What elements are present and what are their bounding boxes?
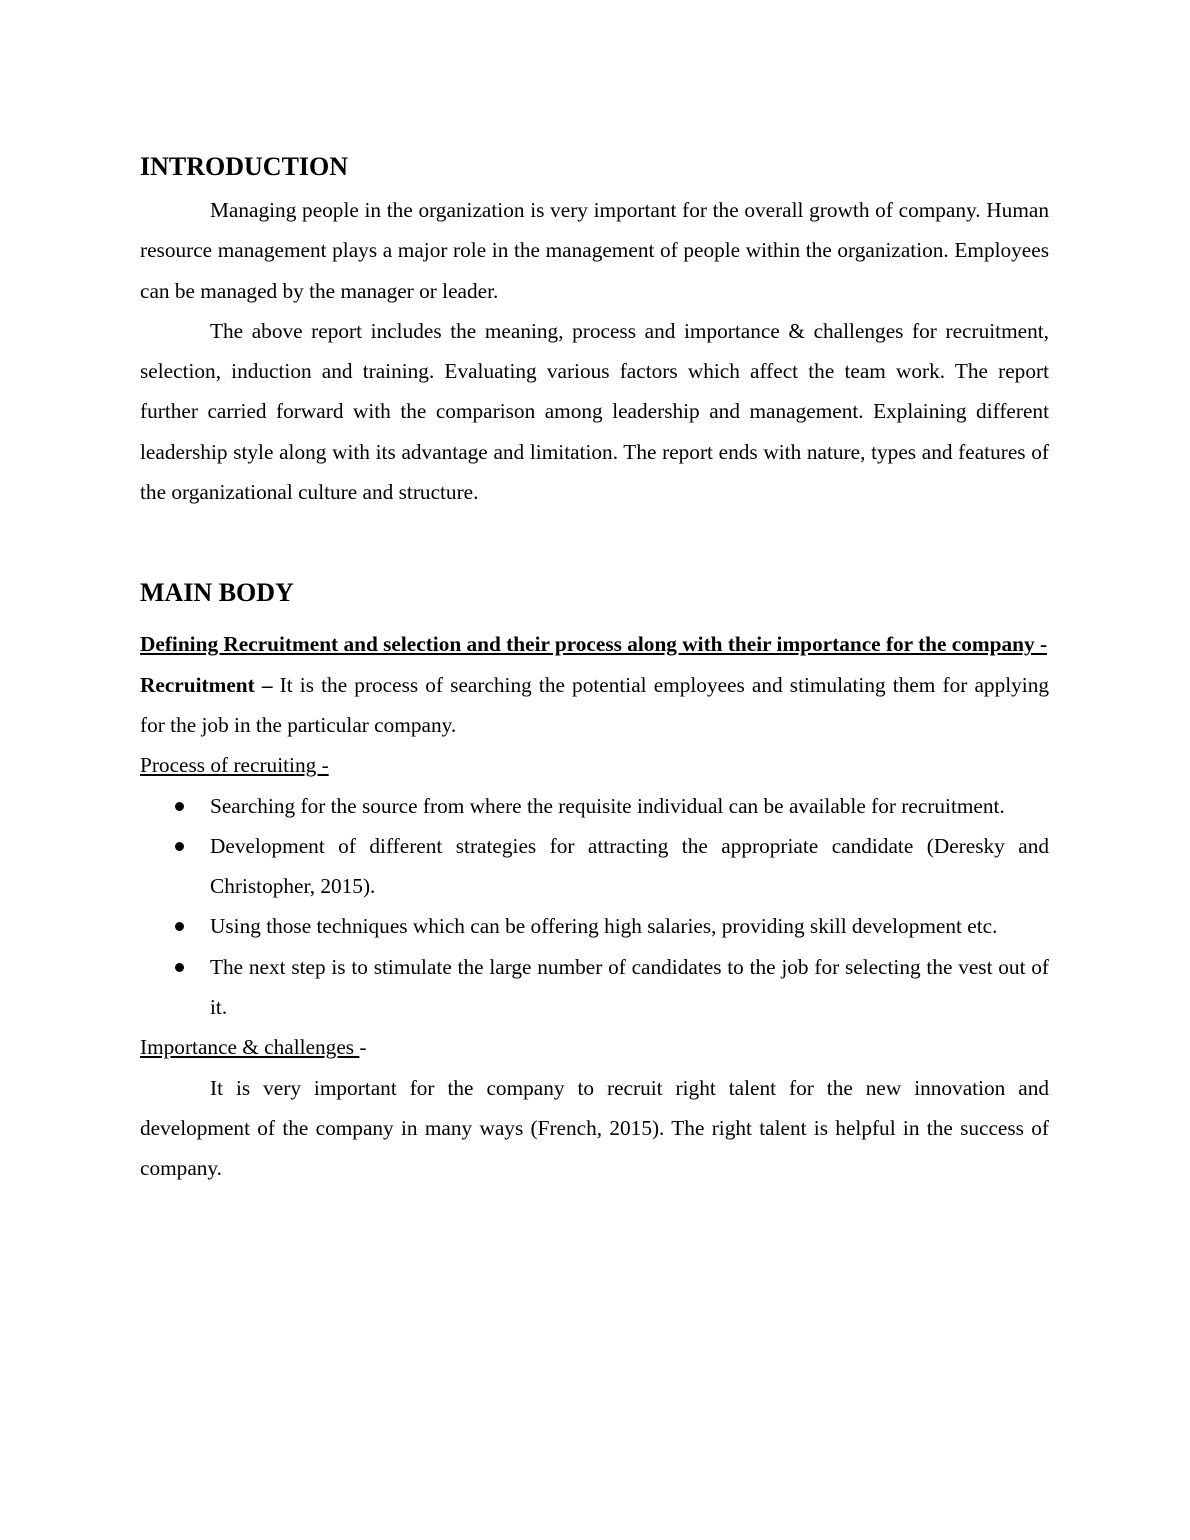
list-item xyxy=(140,786,1049,826)
list-item-text: Searching for the source from where the requisite individual can be available for recruitment. xyxy=(210,793,1005,818)
recruitment-definition xyxy=(140,665,1049,746)
introduction-heading: INTRODUCTION xyxy=(140,152,349,181)
list-item-text: The next step is to stimulate the large number of candidates to the job for selecting the vest out of it. xyxy=(210,954,1049,1020)
bullet-icon xyxy=(175,842,184,851)
process-label-text: Process of recruiting - xyxy=(140,753,329,778)
intro-paragraph-1: Managing people in the organization is very important for the overall growth of company. Human resource management plays a major role in the management of people within the organization. Employees can be managed by the manager or leader. xyxy=(140,198,1049,303)
recruitment-term: Recruitment – xyxy=(140,672,273,697)
bullet-icon xyxy=(175,922,184,931)
list-item xyxy=(140,947,1049,1028)
list-item-text: Development of different strategies for attracting the appropriate candidate (Deresky and Christopher, 2015). xyxy=(210,833,1049,899)
list-item xyxy=(140,826,1049,907)
importance-label-dash: - xyxy=(359,1035,367,1060)
list-item-text: Using those techniques which can be offering high salaries, providing skill development etc. xyxy=(210,914,998,939)
list-item xyxy=(140,906,1049,946)
document-page xyxy=(140,148,1049,1189)
intro-paragraph-2: The above report includes the meaning, process and importance & challenges for recruitment, selection, induction and training. Evaluating various factors which affect the team work. The report further carried forward with the comparison among leadership and management. Explaining different leadership style along with its advantage and limitation. The report ends with nature, types and features of the organizational culture and structure. xyxy=(140,318,1049,505)
main-body-heading: MAIN BODY xyxy=(140,578,294,608)
importance-paragraph: It is very important for the company to recruit right talent for the new innovation and development of the company in many ways (French, 2015). The right talent is helpful in the success of company. xyxy=(140,1075,1049,1181)
section-subheading: Defining Recruitment and selection and their process along with their importance for the company - xyxy=(140,632,1048,657)
process-label xyxy=(140,745,1049,785)
bullet-icon xyxy=(175,963,184,972)
recruitment-definition-text: It is the process of searching the potential employees and stimulating them for applying for the job in the particular company. xyxy=(140,672,1049,737)
importance-label xyxy=(140,1027,1049,1067)
process-list xyxy=(140,786,1049,1028)
importance-label-text: Importance & challenges xyxy=(140,1035,360,1060)
bullet-icon xyxy=(175,802,184,811)
